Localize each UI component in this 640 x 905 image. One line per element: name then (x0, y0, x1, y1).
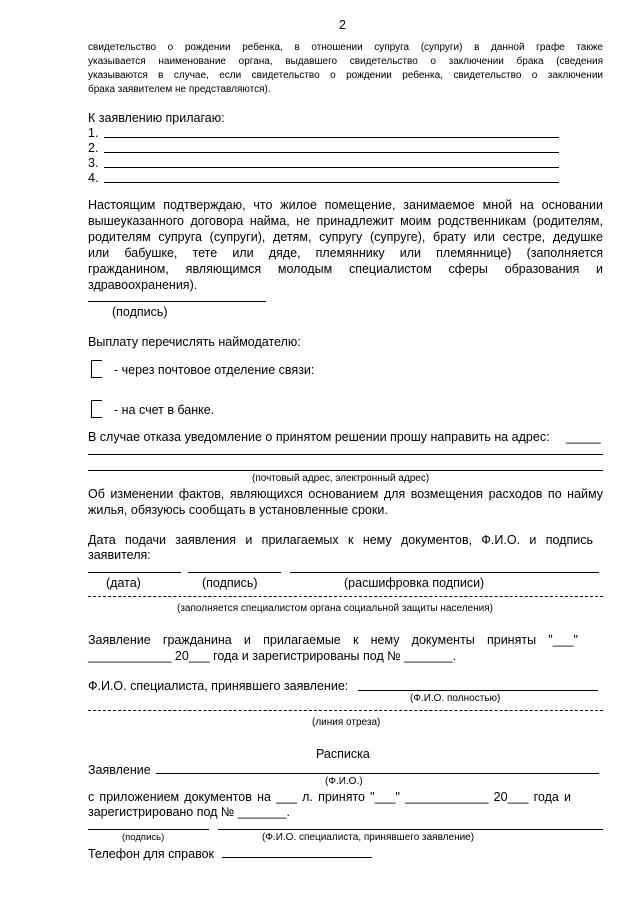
official-caption: (заполняется специалистом органа социальной защиты населения) (177, 603, 493, 614)
accepted-line: Заявление гражданина и прилагаемые к нему документы приняты "___" (88, 633, 578, 647)
attachment-line-1[interactable] (104, 137, 559, 138)
address-line-2[interactable] (88, 470, 603, 471)
address-line-1[interactable] (88, 454, 603, 455)
intro-line: свидетельство о рождении ребенка, в отношении супруга (супруги) в данной графе также (88, 42, 603, 53)
attachment-number: 3. (88, 156, 99, 170)
receipt-sign-caption: (подпись) (122, 832, 165, 843)
receipt-signature-line[interactable] (88, 829, 209, 830)
phone-label: Телефон для справок (88, 847, 215, 861)
cut-line (88, 710, 603, 711)
accepted-line: ____________ 20___ года и зарегистрированы под № _______. (88, 649, 457, 663)
refusal-text: В случае отказа уведомление о принятом решении прошу направить на адрес: (88, 430, 550, 444)
intro-line: брака заявителем не представляются). (88, 84, 271, 95)
receipt-line: с приложением документов на ___ л. принято "___" ____________ 20___ года и (88, 790, 571, 804)
fio-caption: (Ф.И.О.) (325, 776, 363, 787)
statement-fio-line[interactable] (156, 773, 599, 774)
cut-caption: (линия отреза) (312, 717, 381, 728)
specialist-label: Ф.И.О. специалиста, принявшего заявление: (88, 679, 349, 693)
decode-caption: (расшифровка подписи) (344, 576, 485, 590)
signature-decode-line[interactable] (290, 572, 599, 573)
dashed-divider (88, 596, 603, 597)
specialist-caption: (Ф.И.О. полностью) (410, 693, 501, 704)
attachment-line-4[interactable] (104, 182, 559, 183)
attachment-number: 1. (88, 126, 99, 140)
signature-line[interactable] (88, 301, 266, 302)
attachment-line-2[interactable] (104, 152, 559, 153)
bank-checkbox[interactable] (91, 400, 103, 418)
post-option-label: - через почтовое отделение связи: (114, 363, 315, 377)
sign-caption: (подпись) (202, 576, 258, 590)
date-caption: (дата) (106, 576, 141, 590)
date-block-line: Дата подачи заявления и прилагаемых к нему документов, Ф.И.О. и подпись (88, 533, 593, 547)
attachment-number: 2. (88, 141, 99, 155)
receipt-line: зарегистрировано под № _______. (88, 805, 290, 819)
specialist-fio-line[interactable] (358, 690, 598, 691)
address-caption: (почтовый адрес, электронный адрес) (252, 473, 430, 484)
signature-caption: (подпись) (112, 305, 168, 319)
refusal-blank: _____ (566, 430, 601, 444)
confirm-line: или бабушке, тете или дяде, племяннику или племяннице) (заполняется (88, 246, 603, 260)
applicant-signature-line[interactable] (188, 572, 281, 573)
receipt-fio-caption: (Ф.И.О. специалиста, принявшего заявление) (262, 832, 475, 843)
receipt-specialist-line[interactable] (218, 829, 603, 830)
changes-line: жилья, обязуюсь сообщать в установленные сроки. (88, 503, 388, 517)
phone-line[interactable] (222, 857, 372, 858)
confirm-line: Настоящим подтверждаю, что жилое помещение, занимаемое мной на основании (88, 198, 603, 212)
intro-line: указывается наименование органа, выдавшего свидетельство о заключении брака (сведения (88, 56, 603, 67)
confirm-line: вышеуказанного договора найма, не принадлежит моим родственникам (родителям, (88, 214, 603, 228)
intro-line: указываются в случае, если свидетельство о рождении ребенка, свидетельство о заключении (88, 70, 603, 81)
date-block-line: заявителя: (88, 548, 151, 562)
confirm-line: здравоохранения). (88, 278, 198, 292)
attachments-title: К заявлению прилагаю: (88, 111, 225, 125)
attachment-line-3[interactable] (104, 167, 559, 168)
bank-option-label: - на счет в банке. (114, 403, 215, 417)
confirm-line: родителям супруга (супруги), детям, супругу (супруге), брату или сестре, дедушке (88, 230, 603, 244)
confirm-line: гражданином, являющимся молодым специалистом сферы образования и (88, 262, 603, 276)
payment-title: Выплату перечислять наймодателю: (88, 335, 301, 349)
post-checkbox[interactable] (91, 360, 103, 378)
statement-label: Заявление (88, 763, 151, 777)
page-number: 2 (339, 18, 346, 32)
date-line[interactable] (88, 572, 181, 573)
receipt-title: Расписка (316, 747, 370, 761)
changes-line: Об изменении фактов, являющихся основанием для возмещения расходов по найму (88, 487, 603, 501)
attachment-number: 4. (88, 171, 99, 185)
